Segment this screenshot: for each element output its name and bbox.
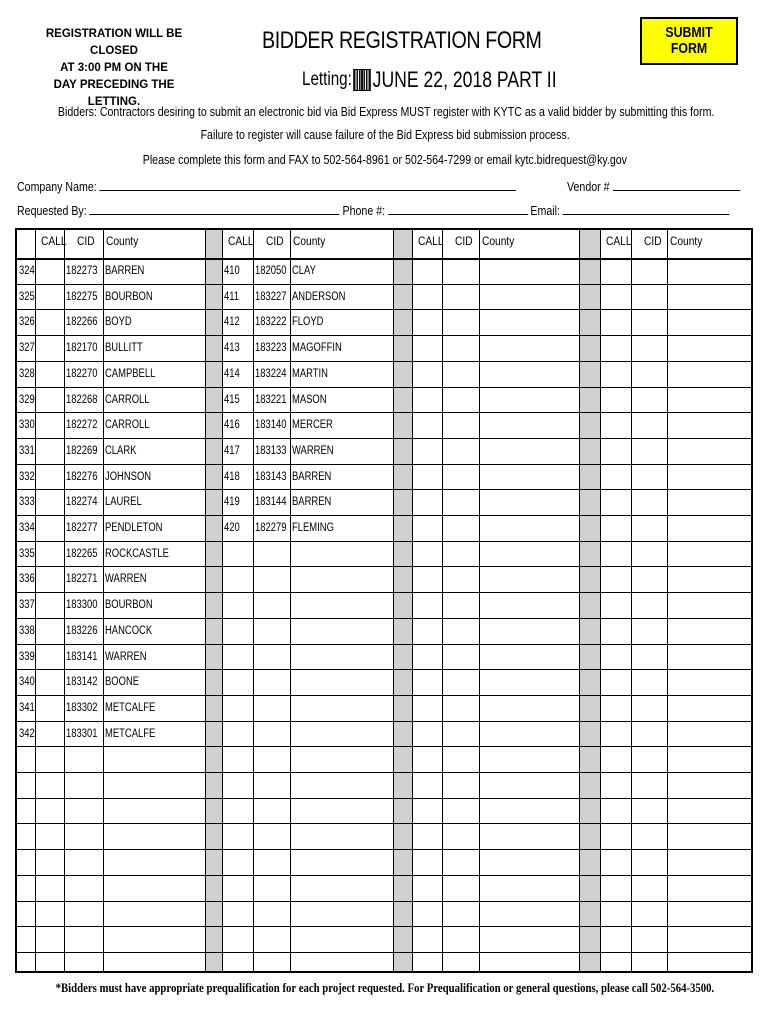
row-divider [17, 695, 751, 696]
row-divider [17, 772, 751, 773]
cell-county: PENDLETON [105, 522, 163, 534]
header-county: County [482, 234, 515, 248]
cell-call: 416 [224, 419, 240, 432]
cell-cid: 182265 [66, 547, 98, 560]
cell-call: 326 [19, 316, 35, 329]
column-divider [600, 230, 601, 971]
row-divider [17, 284, 751, 285]
cell-cid: 182170 [66, 342, 98, 355]
cell-county: ANDERSON [292, 290, 346, 303]
cell-cid: 183143 [255, 470, 287, 483]
cell-county: BARREN [105, 265, 145, 277]
cell-call: 329 [19, 393, 35, 406]
row-divider [17, 618, 751, 619]
cell-call: 330 [19, 419, 35, 432]
submit-form-button[interactable] [640, 17, 738, 65]
cell-county: BOURBON [105, 599, 153, 612]
cell-county: CARROLL [105, 393, 150, 406]
cell-county: FLOYD [292, 316, 324, 329]
cell-cid: 183224 [255, 367, 287, 380]
cell-county: JOHNSON [105, 470, 152, 483]
cell-call: 337 [19, 599, 35, 612]
cell-cid: 183226 [66, 624, 98, 637]
spacer-column [205, 230, 222, 971]
cell-call: 413 [224, 342, 240, 355]
vendor-row [567, 179, 770, 194]
requested-by-label: Requested By: [17, 204, 87, 218]
cell-county: FLEMING [292, 522, 334, 534]
cell-call: 342 [19, 727, 35, 740]
cell-county: CARROLL [105, 419, 150, 432]
spacer-column [393, 230, 412, 971]
cell-cid: 183223 [255, 342, 287, 355]
column-divider [479, 230, 480, 971]
footer-note [0, 981, 770, 996]
header-county: County [293, 234, 326, 248]
cell-call: 340 [19, 676, 35, 689]
cell-cid: 182279 [255, 522, 287, 534]
column-divider [631, 230, 632, 971]
cell-call: 335 [19, 547, 35, 560]
cell-call: 331 [19, 444, 35, 457]
cell-county: HANCOCK [105, 624, 153, 637]
cell-cid: 182050 [255, 265, 287, 277]
cell-call: 419 [224, 496, 240, 509]
notice-line-2: AT 3:00 PM ON THE [60, 62, 168, 74]
cell-call: 327 [19, 342, 35, 355]
cell-county: WARREN [105, 650, 147, 663]
email-field[interactable] [563, 203, 730, 215]
row-divider [17, 387, 751, 388]
row-divider [17, 412, 751, 413]
header-call: CALL [41, 234, 67, 248]
cell-call: 339 [19, 650, 35, 663]
intro-text-2: Failure to register will cause failure of the Bid Express bid submission process. [200, 128, 570, 142]
cell-county: METCALFE [105, 727, 156, 740]
cell-county: WARREN [292, 444, 334, 457]
row-divider [17, 361, 751, 362]
company-name-field[interactable] [100, 179, 517, 191]
phone-label: Phone #: [342, 204, 386, 218]
cell-call: 333 [19, 496, 35, 509]
cell-call: 417 [224, 444, 240, 457]
letting-line [302, 67, 557, 93]
cell-cid: 183301 [66, 727, 98, 740]
cell-call: 324 [19, 265, 35, 277]
cell-county: BOURBON [105, 290, 153, 303]
column-divider [222, 230, 223, 971]
column-divider [442, 230, 443, 971]
cell-call: 414 [224, 367, 240, 380]
row-divider [17, 901, 751, 902]
cell-cid: 182269 [66, 444, 98, 457]
notice-line-1: REGISTRATION WILL BE CLOSED [45, 28, 183, 57]
spacer-column [579, 230, 600, 971]
row-divider [17, 823, 751, 824]
cell-cid: 182270 [66, 367, 98, 380]
cell-county: BULLITT [105, 342, 143, 355]
cell-county: CLARK [105, 444, 137, 457]
header-cid: CID [77, 234, 95, 248]
header-call: CALL [228, 234, 254, 248]
row-divider [17, 566, 751, 567]
cell-cid: 183144 [255, 496, 287, 509]
row-divider [17, 438, 751, 439]
cell-cid: 182271 [66, 573, 98, 586]
cell-county: MARTIN [292, 367, 328, 380]
cell-county: BOONE [105, 676, 140, 689]
letting-value: JUNE 22, 2018 PART II [372, 67, 557, 92]
column-divider [253, 230, 254, 971]
company-name-row [17, 179, 604, 194]
cell-cid: 183227 [255, 290, 287, 303]
column-divider [667, 230, 668, 971]
row-divider [17, 309, 751, 310]
intro-line-1 [0, 105, 770, 119]
cell-cid: 183140 [255, 419, 287, 432]
cell-county: BARREN [292, 496, 332, 509]
row-divider [17, 746, 751, 747]
cell-call: 332 [19, 470, 35, 483]
row-divider [17, 592, 751, 593]
column-divider [205, 230, 206, 971]
cell-call: 418 [224, 470, 240, 483]
header-call: CALL [606, 234, 632, 248]
requested-by-row [17, 203, 770, 218]
notice-line-3: DAY PRECEDING THE LETTING. [53, 79, 175, 108]
phone-field[interactable] [388, 203, 527, 215]
header-cid: CID [644, 234, 662, 248]
row-divider [17, 464, 751, 465]
cell-county: CAMPBELL [105, 367, 156, 380]
company-name-label: Company Name: [17, 180, 97, 194]
cell-cid: 183302 [66, 701, 98, 714]
row-divider [17, 541, 751, 542]
row-divider [17, 721, 751, 722]
cell-call: 328 [19, 367, 35, 380]
cell-call: 415 [224, 393, 240, 406]
header-call: CALL [418, 234, 444, 248]
cell-call: 341 [19, 701, 35, 714]
cell-cid: 182275 [66, 290, 98, 303]
cell-cid: 183300 [66, 599, 98, 612]
header-county: County [106, 234, 139, 248]
header-county: County [670, 234, 703, 248]
barcode-mark-icon [353, 69, 371, 91]
header-divider [17, 258, 751, 260]
row-divider [17, 669, 751, 670]
cell-county: ROCKCASTLE [105, 547, 169, 560]
footer-note-text: *Bidders must have appropriate prequalification for each project requested. For Prequalification or general questions, please call 502-564-3500. [55, 981, 715, 995]
cell-call: 334 [19, 522, 35, 534]
cell-county: METCALFE [105, 701, 156, 714]
cell-cid: 182272 [66, 419, 98, 432]
column-divider [412, 230, 413, 971]
cell-cid: 182266 [66, 316, 98, 329]
cell-county: LAUREL [105, 496, 142, 509]
row-divider [17, 926, 751, 927]
submit-form-label: SUBMIT FORM [665, 25, 713, 57]
cell-cid: 182273 [66, 265, 98, 277]
intro-line-3 [0, 153, 770, 167]
cell-county: CLAY [292, 265, 316, 277]
cell-cid: 182276 [66, 470, 98, 483]
requested-by-field[interactable] [90, 203, 340, 215]
cell-call: 336 [19, 573, 35, 586]
cell-call: 412 [224, 316, 240, 329]
cell-county: MASON [292, 393, 327, 406]
cell-call: 410 [224, 265, 240, 277]
cell-cid: 182268 [66, 393, 98, 406]
cell-call: 420 [224, 522, 240, 534]
email-label: Email: [530, 204, 560, 218]
cell-cid: 183142 [66, 676, 98, 689]
cell-cid: 183221 [255, 393, 287, 406]
cell-county: BOYD [105, 316, 132, 329]
intro-line-2 [0, 128, 770, 142]
cell-cid: 183222 [255, 316, 287, 329]
cell-county: WARREN [105, 573, 147, 586]
cell-call: 411 [224, 290, 240, 303]
cell-cid: 183141 [66, 650, 98, 663]
projects-table [15, 228, 753, 973]
vendor-number-field[interactable] [613, 179, 741, 191]
cell-cid: 183133 [255, 444, 287, 457]
row-divider [17, 849, 751, 850]
column-divider [393, 230, 394, 971]
registration-notice [28, 26, 200, 111]
row-divider [17, 952, 751, 953]
cell-cid: 182274 [66, 496, 98, 509]
column-divider [579, 230, 580, 971]
cell-county: BARREN [292, 470, 332, 483]
cell-call: 325 [19, 290, 35, 303]
row-divider [17, 644, 751, 645]
cell-call: 338 [19, 624, 35, 637]
cell-cid: 182277 [66, 522, 98, 534]
letting-label: Letting: [302, 69, 352, 90]
row-divider [17, 875, 751, 876]
column-divider [64, 230, 65, 971]
vendor-label: Vendor # [567, 180, 610, 194]
row-divider [17, 798, 751, 799]
intro-text-3: Please complete this form and FAX to 502-564-8961 or 502-564-7299 or email kytc.bidrequest@ky.gov [142, 153, 628, 167]
header-cid: CID [455, 234, 473, 248]
row-divider [17, 335, 751, 336]
page-title: BIDDER REGISTRATION FORM [262, 27, 542, 54]
cell-county: MERCER [292, 419, 333, 432]
row-divider [17, 515, 751, 516]
row-divider [17, 489, 751, 490]
cell-county: MAGOFFIN [292, 342, 342, 355]
intro-text-1: Bidders: Contractors desiring to submit an electronic bid via Bid Express MUST register with KYTC as a valid bidder by submitting this form. [57, 105, 715, 119]
header-cid: CID [266, 234, 284, 248]
